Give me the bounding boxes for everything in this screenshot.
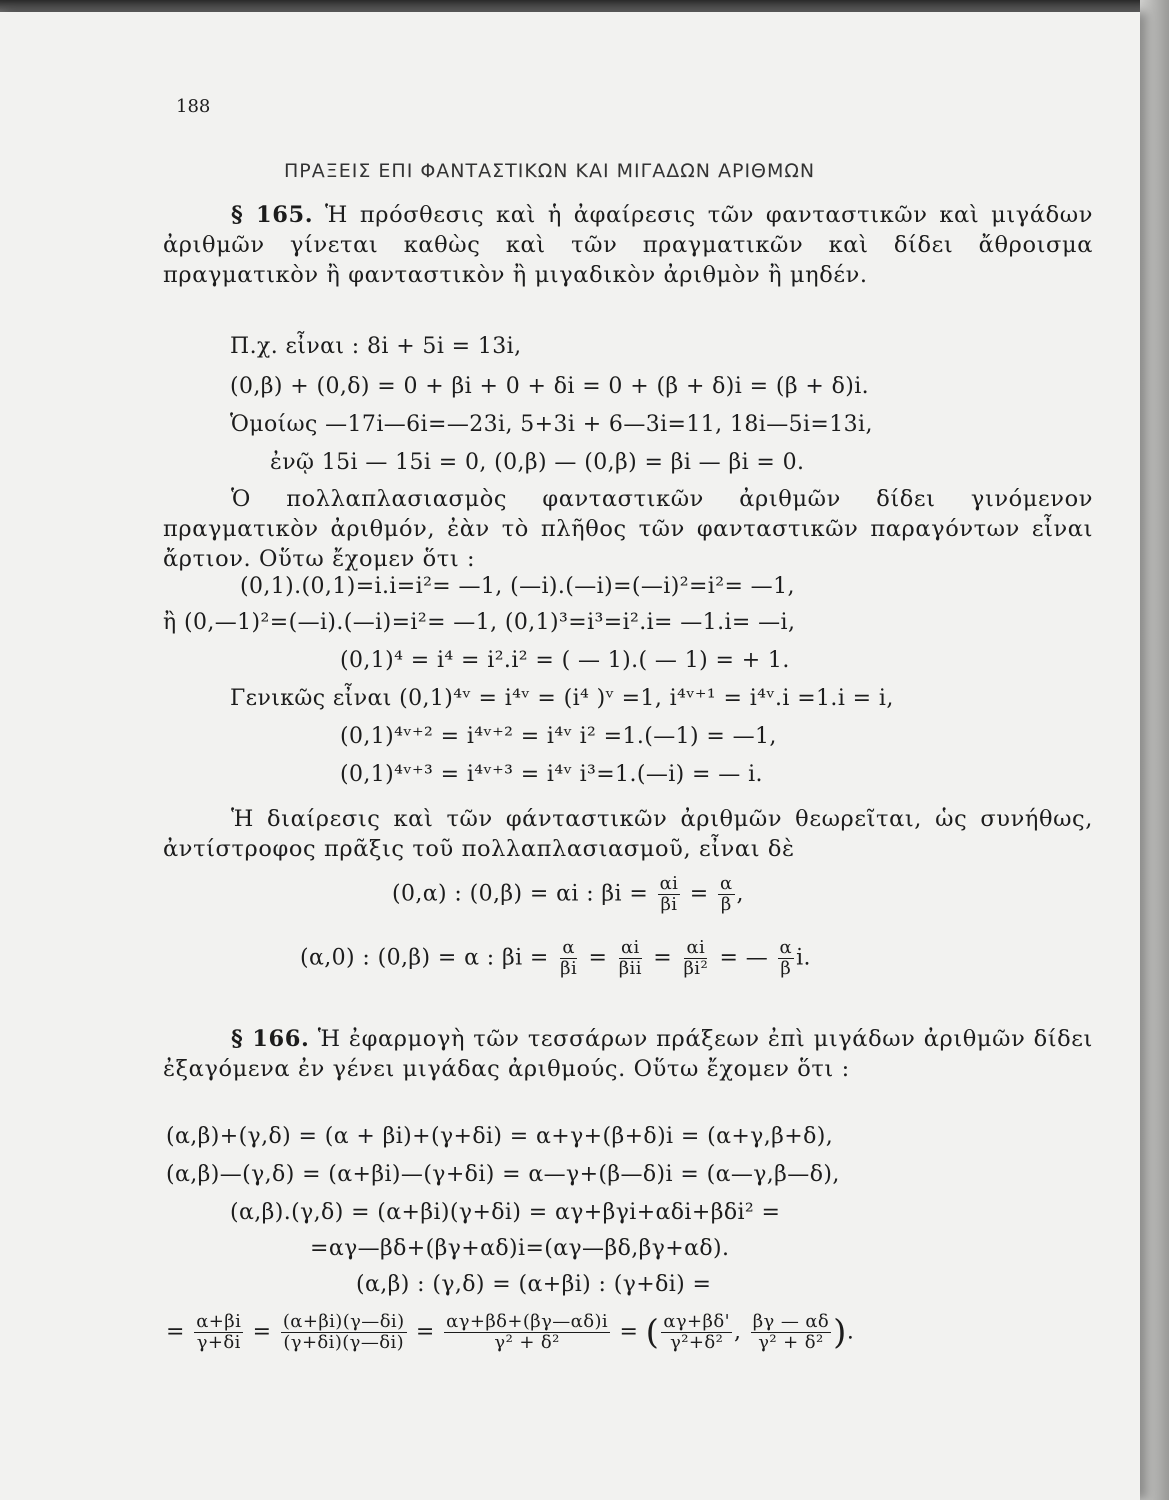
division-eq-2-end: i. bbox=[796, 945, 811, 971]
division-eq-2: (α,0) : (0,β) = α : βi = $\frac{\alpha}{\beta i}$ = $\frac{\alpha i}{\text{βii}}$ = $\frac{\alpha i}{\text{βi²}}$ = — $\frac{\alpha}{\beta}$ i. bbox=[300, 937, 811, 979]
fraction-ai-over-bi2: $\frac{\alpha i}{\text{βi²}}$ bbox=[683, 937, 709, 979]
section-165-text: Ἡ πρόσθεσις καὶ ἡ ἀφαίρεσις τῶν φανταστικῶν καὶ μιγάδων ἀριθμῶν γίνεται καθὼς καὶ τῶν πραγματικῶν καὶ δίδει ἄθροισμα πραγματικὸν ἢ φανταστικὸν ἢ μιγαδικὸν ἀριθμὸν ἢ μηδέν. bbox=[163, 202, 1093, 288]
close-paren: ) bbox=[833, 1312, 847, 1353]
mult-line-2: ἢ (0,—1)²=(—i).(—i)=i²= —1, (0,1)³=i³=i².i= —1.i= —i, bbox=[163, 610, 796, 635]
complex-eq-4: =αγ—βδ+(βγ+αδ)i=(αγ—βδ,βγ+αδ). bbox=[310, 1236, 730, 1261]
fraction-a-over-bi: $\frac{\alpha}{\beta i}$ bbox=[560, 937, 578, 979]
fraction-a-over-b-2: $\frac{\alpha}{\beta}$ bbox=[779, 937, 793, 979]
complex-quotient-eq: = $\frac{\alpha+\beta i}{\gamma+\delta i}$ = $\frac{(\alpha+\beta i)(\gamma—\delta i)}{(\gamma+\delta i)(\gamma—\delta i)}$ = $\frac{\alpha\gamma+\beta\delta+(\beta\gamma—\alpha\delta)i}{\text{γ² + δ²}}$ = ( $\frac{\alpha\gamma+\beta\delta'}{\text{γ²+δ²}}$ , $\frac{\beta\gamma — \alpha\delta}{\text{γ² + δ²}}$ ). bbox=[166, 1311, 855, 1353]
mult-line-1: (0,1).(0,1)=i.i=i²= —1, (—i).(—i)=(—i)²=i²= —1, bbox=[240, 574, 795, 599]
book-page bbox=[0, 12, 1140, 1500]
general-line-1: Γενικῶς εἶναι (0,1)⁴ᵛ = i⁴ᵛ = (i⁴ )ᵛ =1, i⁴ᵛ⁺¹ = i⁴ᵛ.i =1.i = i, bbox=[230, 686, 894, 711]
equation-2: Ὁμοίως —17i—6i=—23i, 5+3i + 6—3i=11, 18i—5i=13i, bbox=[230, 412, 873, 437]
multiplication-paragraph: Ὁ πολλαπλασιασμὸς φανταστικῶν ἀριθμῶν δίδει γινόμενον πραγματικὸν ἀριθμόν, ἐὰν τὸ πλῆθος τῶν φανταστικῶν παραγόντων εἶναι ἄρτιον. Οὕτω ἔχομεν ὅτι : bbox=[163, 486, 1093, 572]
section-166-label: § 166. bbox=[231, 1026, 310, 1052]
division-eq-1: (0,α) : (0,β) = αi : βi = $\frac{\alpha i}{\beta i}$ = $\frac{\alpha}{\beta}$ , bbox=[392, 873, 744, 915]
section-166-text: Ἡ ἐφαρμογὴ τῶν τεσσάρων πράξεων ἐπὶ μιγάδων ἀριθμῶν δίδει ἐξαγόμενα ἐν γένει μιγάδας ἀριθμούς. Οὕτω ἔχομεν ὅτι : bbox=[163, 1026, 1093, 1082]
fraction-ai-over-bi: $\frac{\alpha i}{\beta i}$ bbox=[659, 873, 679, 915]
fraction-quotient-2: $\frac{(\alpha+\beta i)(\gamma—\delta i)}{(\gamma+\delta i)(\gamma—\delta i)}$ bbox=[282, 1311, 405, 1353]
general-line-2: (0,1)⁴ᵛ⁺² = i⁴ᵛ⁺² = i⁴ᵛ i² =1.(—1) = —1, bbox=[340, 724, 777, 749]
general-line-3: (0,1)⁴ᵛ⁺³ = i⁴ᵛ⁺³ = i⁴ᵛ i³=1.(—i) = — i. bbox=[340, 762, 763, 787]
division-paragraph: Ἡ διαίρεσις καὶ τῶν φάνταστικῶν ἀριθμῶν θεωρεῖται, ὡς συνήθως, ἀντίστροφος πρᾶξις τοῦ πολλαπλασιασμοῦ, εἶναι δὲ bbox=[163, 806, 1093, 862]
scan-right-edge bbox=[1140, 0, 1169, 1500]
fraction-a-over-b: $\frac{\alpha}{\beta}$ bbox=[719, 873, 733, 915]
fraction-ai-over-bii: $\frac{\alpha i}{\text{βii}}$ bbox=[618, 937, 642, 979]
mult-line-3: (0,1)⁴ = i⁴ = i².i² = ( — 1).( — 1) = + 1. bbox=[340, 648, 790, 673]
complex-eq-1: (α,β)+(γ,δ) = (α + βi)+(γ+δi) = α+γ+(β+δ)i = (α+γ,β+δ), bbox=[166, 1124, 834, 1149]
fraction-quotient-3: $\frac{\alpha\gamma+\beta\delta+(\beta\gamma—\alpha\delta)i}{\text{γ² + δ²}}$ bbox=[446, 1311, 609, 1353]
complex-eq-5: (α,β) : (γ,δ) = (α+βi) : (γ+δi) = bbox=[356, 1272, 712, 1297]
open-paren: ( bbox=[645, 1312, 660, 1353]
scan-top-edge bbox=[0, 0, 1169, 12]
page-number: 188 bbox=[176, 96, 211, 117]
example-line: Π.χ. εἶναι : 8i + 5i = 13i, bbox=[230, 334, 522, 359]
running-header: ΠΡΑΞΕΙΣ ΕΠΙ ΦΑΝΤΑΣΤΙΚΩΝ ΚΑΙ ΜΙΓΑΔΩΝ ΑΡΙΘΜΩΝ bbox=[284, 160, 816, 182]
equation-1: (0,β) + (0,δ) = 0 + βi + 0 + δi = 0 + (β + δ)i = (β + δ)i. bbox=[230, 374, 870, 399]
fraction-quotient-1: $\frac{\alpha+\beta i}{\gamma+\delta i}$ bbox=[196, 1311, 242, 1353]
fraction-quotient-real: $\frac{\alpha\gamma+\beta\delta'}{\text{γ²+δ²}}$ bbox=[663, 1311, 730, 1353]
equation-3: ἐνῷ 15i — 15i = 0, (0,β) — (0,β) = βi — βi = 0. bbox=[270, 450, 805, 475]
division-eq-1-left: (0,α) : (0,β) = αi : βi = bbox=[392, 881, 649, 907]
fraction-quotient-imag: $\frac{\beta\gamma — \alpha\delta}{\text{γ² + δ²}}$ bbox=[752, 1311, 830, 1353]
division-eq-2-left: (α,0) : (0,β) = α : βi = bbox=[300, 945, 549, 971]
section-165-paragraph bbox=[163, 200, 1093, 290]
complex-eq-2: (α,β)—(γ,δ) = (α+βi)—(γ+δi) = α—γ+(β—δ)i = (α—γ,β—δ), bbox=[166, 1162, 840, 1187]
complex-eq-3: (α,β).(γ,δ) = (α+βi)(γ+δi) = αγ+βγi+αδi+βδi² = bbox=[230, 1200, 781, 1225]
section-165-label: § 165. bbox=[231, 202, 314, 228]
section-166-paragraph bbox=[163, 1024, 1093, 1084]
